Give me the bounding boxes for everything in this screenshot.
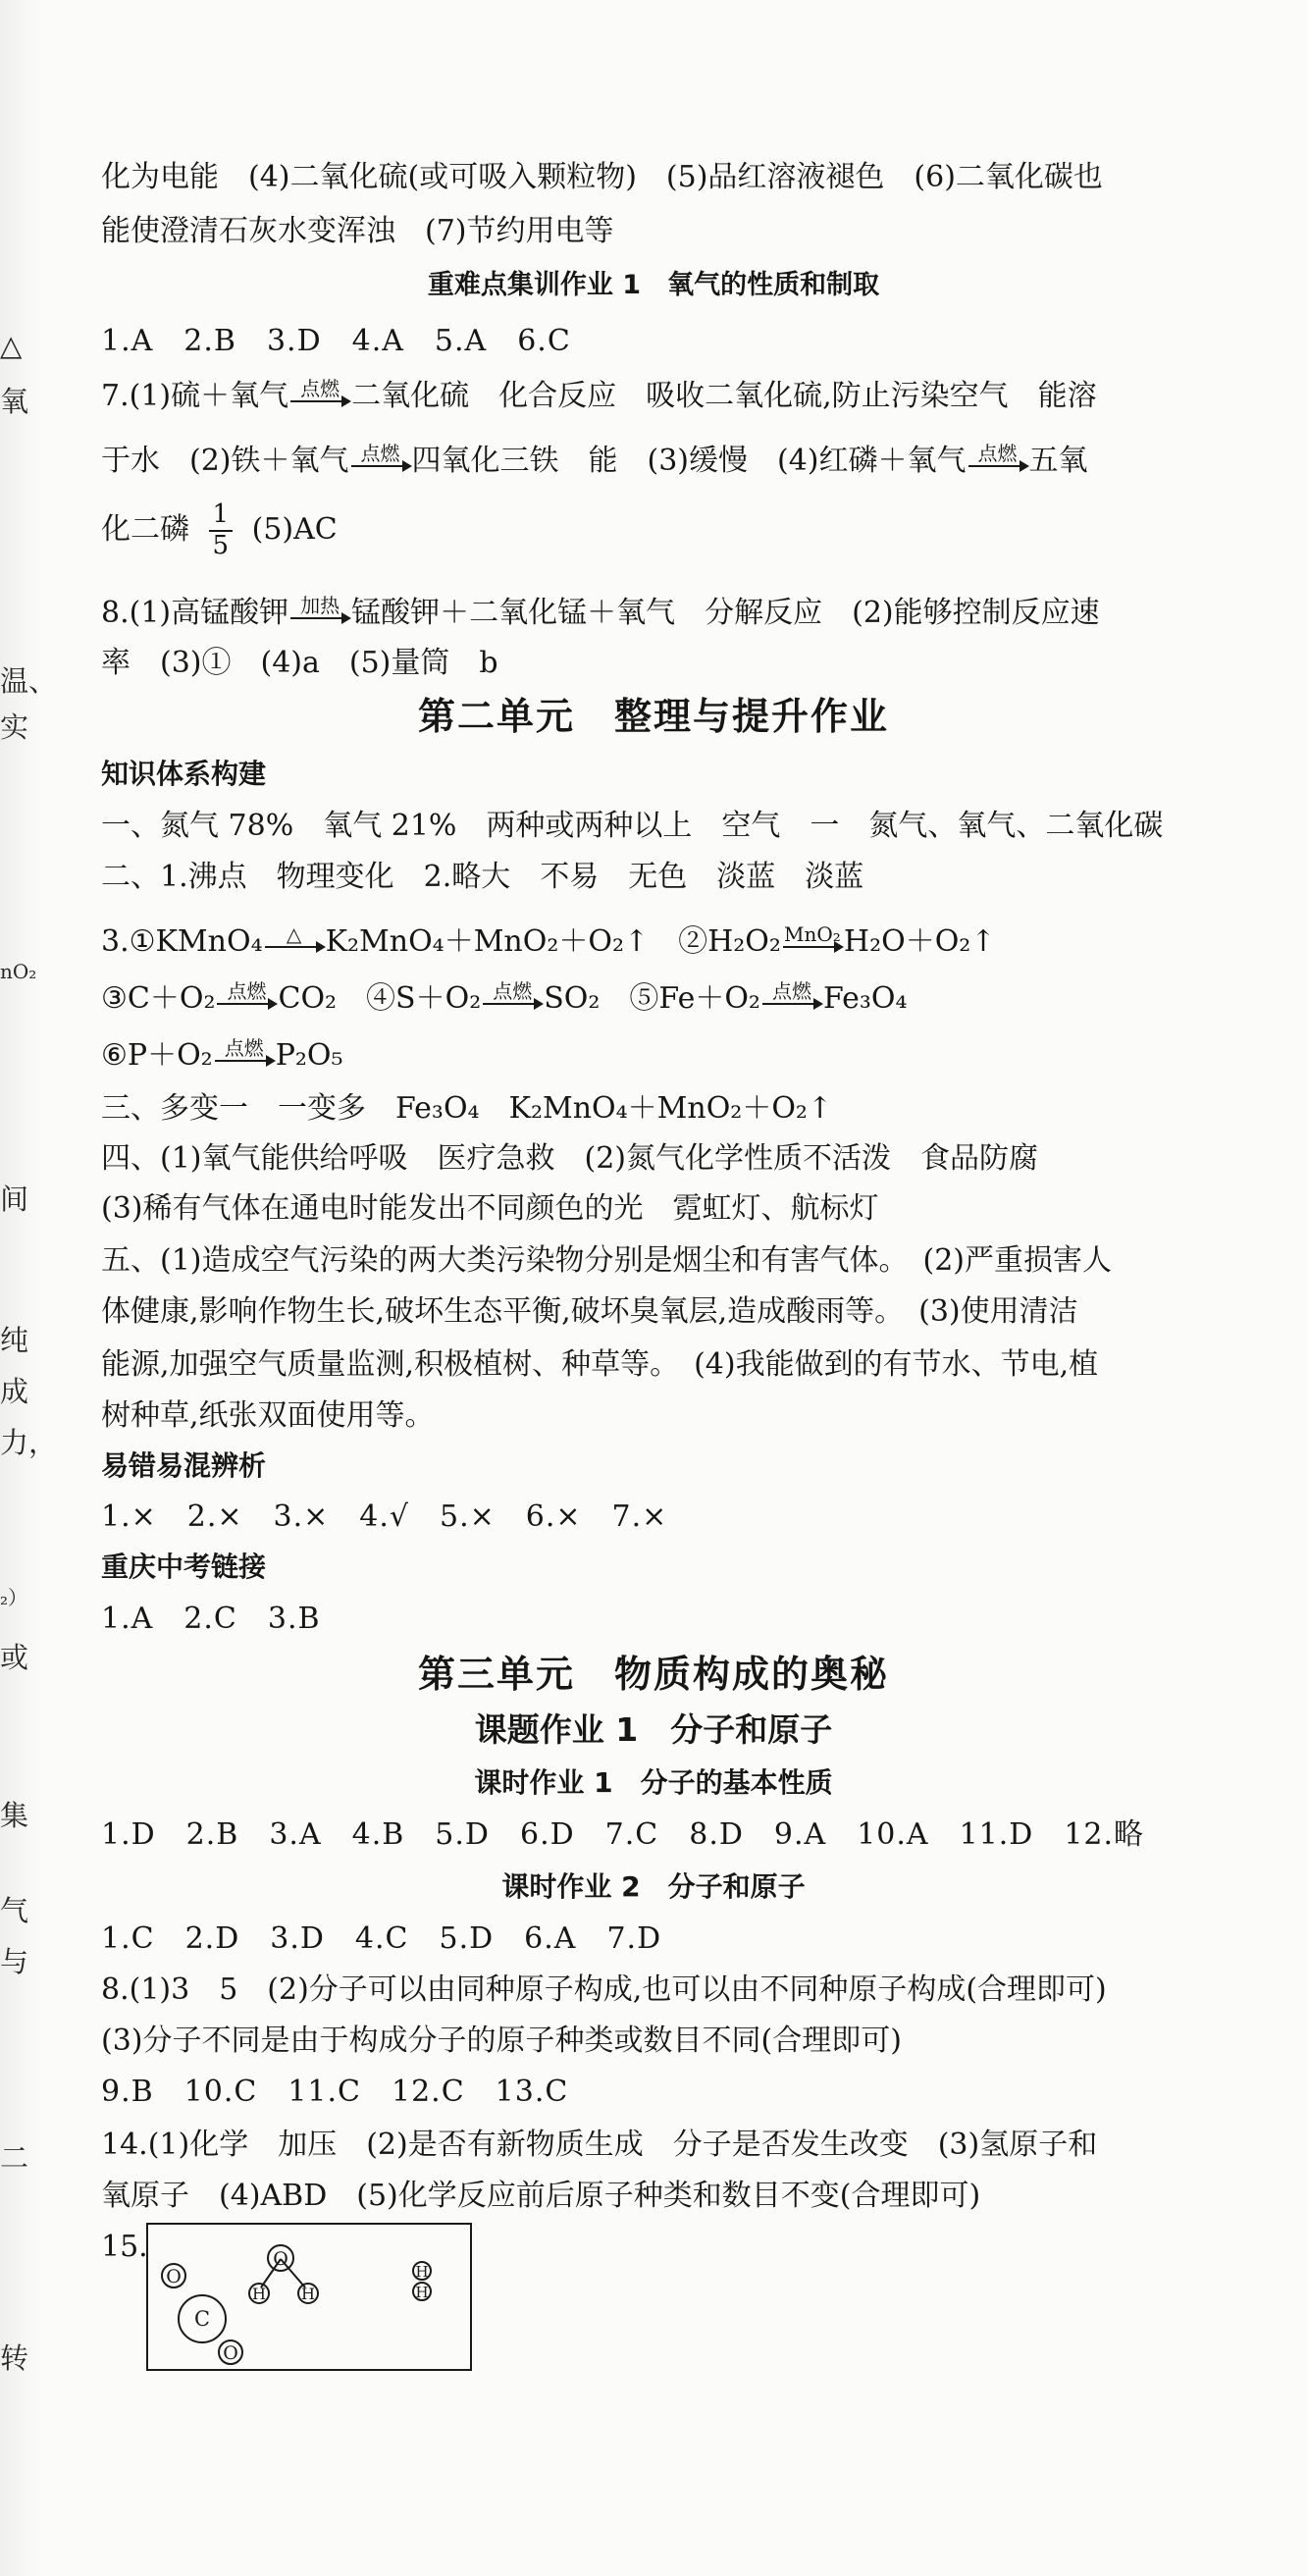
answer-line: 二、1.沸点 物理变化 2.略大 不易 无色 淡蓝 淡蓝 <box>101 860 864 894</box>
reaction-condition: MnO₂ <box>784 922 841 946</box>
equation-text: 二氧化硫 化合反应 吸收二氧化硫,防止污染空气 能溶 <box>351 379 1097 413</box>
reaction-condition: 点燃 <box>227 979 267 1003</box>
answer-line: (3)稀有气体在通电时能发出不同颜色的光 霓虹灯、航标灯 <box>101 1191 879 1226</box>
reaction-condition: △ <box>286 922 302 946</box>
reaction-condition: 点燃 <box>977 442 1018 465</box>
answer-line: 氧原子 (4)ABD (5)化学反应前后原子种类和数目不变(合理即可) <box>101 2179 981 2213</box>
atom-label: H <box>415 2284 429 2301</box>
margin-fragment: 纯 <box>0 1324 29 1357</box>
answer-line: 率 (3)① (4)a (5)量筒 b <box>101 646 498 680</box>
atom-label: O <box>273 2248 288 2270</box>
margin-fragment: ₂） <box>0 1586 28 1609</box>
reaction-arrow <box>967 442 1029 467</box>
molecule-diagram <box>146 2223 472 2371</box>
reaction-condition: 点燃 <box>300 377 340 400</box>
margin-fragment: 转 <box>0 2341 29 2375</box>
answer-line: 1.A 2.B 3.D 4.A 5.A 6.C <box>101 324 571 358</box>
atom-label: O <box>223 2342 238 2364</box>
answer-line-equations <box>101 979 1268 1017</box>
atom-label: O <box>166 2266 182 2287</box>
reaction-arrow <box>288 594 351 619</box>
atom-label: C <box>193 2307 211 2331</box>
subsection-heading: 知识体系构建 <box>101 758 267 790</box>
lesson-heading: 课时作业 2 分子和原子 <box>501 1870 806 1903</box>
answer-line: (3)分子不同是由于构成分子的原子种类或数目不同(合理即可) <box>101 2024 902 2058</box>
margin-fragment: △ <box>0 329 23 362</box>
answer-line: 8.(1)3 5 (2)分子可以由同种原子构成,也可以由不同种原子构成(合理即可) <box>101 1972 1107 2007</box>
margin-fragment: 成 <box>0 1375 29 1408</box>
margin-fragment: 与 <box>0 1945 29 1978</box>
subsection-heading: 易错易混辨析 <box>101 1449 267 1482</box>
reaction-arrow <box>288 377 351 402</box>
answer-line: 五、(1)造成空气污染的两大类污染物分别是烟尘和有害气体。 (2)严重损害人 <box>101 1243 1112 1278</box>
equation-text: 8.(1)高锰酸钾 <box>101 596 289 630</box>
equation-text: K₂MnO₄＋MnO₂＋O₂↑ ②H₂O₂ <box>325 924 781 959</box>
fraction-denominator: 5 <box>212 530 230 560</box>
subsection-heading: 重庆中考链接 <box>101 1551 267 1583</box>
margin-fragment: 实 <box>0 710 29 744</box>
margin-fragment: 力， <box>0 1426 58 1459</box>
margin-fragment: nO₂ <box>0 960 37 983</box>
equation-text: 7.(1)硫＋氧气 <box>101 379 289 413</box>
equation-text: SO₂ ⑤Fe＋O₂ <box>544 981 760 1016</box>
equation-text: ③C＋O₂ <box>101 981 216 1016</box>
unit-heading: 第三单元 物质构成的奥秘 <box>417 1653 889 1696</box>
fraction <box>209 500 234 561</box>
topic-heading: 课题作业 1 分子和原子 <box>474 1710 833 1749</box>
equation-text: Fe₃O₄ <box>822 981 908 1016</box>
answer-line-q7 <box>101 442 1268 479</box>
margin-fragment: 集 <box>0 1799 29 1832</box>
equation-text: CO₂ ④S＋O₂ <box>278 981 482 1016</box>
reaction-arrow <box>215 979 278 1005</box>
equation-text: (5)AC <box>251 511 338 547</box>
reaction-condition: 点燃 <box>224 1036 264 1060</box>
reaction-condition: 点燃 <box>771 979 811 1003</box>
equation-text: 锰酸钾＋二氧化锰＋氧气 分解反应 (2)能够控制反应速 <box>351 596 1100 630</box>
answer-line: 化为电能 (4)二氧化硫(或可吸入颗粒物) (5)品红溶液褪色 (6)二氧化碳也 <box>101 160 1103 194</box>
margin-fragment: 氧 <box>0 385 29 418</box>
unit-heading: 第二单元 整理与提升作业 <box>417 695 889 738</box>
equation-text: H₂O＋O₂↑ <box>843 924 996 959</box>
margin-fragment: 或 <box>0 1641 29 1674</box>
molecule-diagram-svg <box>148 2225 470 2369</box>
answer-line: 体健康,影响作物生长,破坏生态平衡,破坏臭氧层,造成酸雨等。 (3)使用清洁 <box>101 1294 1078 1329</box>
equation-text: ⑥P＋O₂ <box>101 1038 213 1073</box>
equation-text: 于水 (2)铁＋氧气 <box>101 444 349 478</box>
answer-line: 1.C 2.D 3.D 4.C 5.D 6.A 7.D <box>101 1921 662 1956</box>
atom-label: H <box>415 2263 429 2281</box>
reaction-condition: 加热 <box>300 594 340 617</box>
answer-line-q8 <box>101 594 1268 631</box>
atom-label: H <box>301 2285 315 2303</box>
answer-line: 能使澄清石灰水变浑浊 (7)节约用电等 <box>101 214 614 248</box>
atom-label: H <box>252 2285 266 2303</box>
reaction-condition: 点燃 <box>360 442 400 465</box>
equation-text: 化二磷 <box>101 511 189 547</box>
margin-fragment: 温、 <box>0 664 58 698</box>
reaction-arrow <box>263 922 326 948</box>
answer-line: 1.A 2.C 3.B <box>101 1602 321 1636</box>
answer-line: 四、(1)氧气能供给呼吸 医疗急救 (2)氮气化学性质不活泼 食品防腐 <box>101 1141 1038 1176</box>
answer-line: 1.D 2.B 3.A 4.B 5.D 6.D 7.C 8.D 9.A 10.A 11.D 12.略 <box>101 1817 1145 1852</box>
answer-line-q7 <box>101 500 1268 561</box>
answer-line-q7 <box>101 377 1268 414</box>
reaction-arrow <box>481 979 544 1005</box>
reaction-arrow <box>349 442 412 467</box>
reaction-arrow <box>213 1036 276 1062</box>
equation-text: 五氧 <box>1028 444 1088 478</box>
answer-line: 14.(1)化学 加压 (2)是否有新物质生成 分子是否发生改变 (3)氢原子和 <box>101 2128 1098 2162</box>
answer-line: 9.B 10.C 11.C 12.C 13.C <box>101 2075 569 2109</box>
fraction-numerator: 1 <box>209 500 234 532</box>
lesson-heading: 课时作业 1 分子的基本性质 <box>474 1766 833 1799</box>
answer-line: 树种草,纸张双面使用等。 <box>101 1398 435 1433</box>
reaction-condition: 点燃 <box>493 979 533 1003</box>
section-heading: 重难点集训作业 1 氧气的性质和制取 <box>427 270 880 300</box>
margin-fragment: 间 <box>0 1183 29 1216</box>
answer-line-equations <box>101 922 1268 960</box>
equation-text: 3.①KMnO₄ <box>101 924 263 959</box>
reaction-arrow <box>760 979 823 1005</box>
margin-fragment: 二 <box>0 2141 29 2175</box>
equation-text: P₂O₅ <box>275 1038 343 1073</box>
question-number: 15. <box>101 2230 148 2264</box>
answer-line: 一、氮气 78% 氧气 21% 两种或两种以上 空气 一 氮气、氧气、二氧化碳 <box>101 809 1164 843</box>
answer-line: 1.× 2.× 3.× 4.√ 5.× 6.× 7.× <box>101 1499 668 1534</box>
equation-text: 四氧化三铁 能 (3)缓慢 (4)红磷＋氧气 <box>411 444 967 478</box>
answer-line: 能源,加强空气质量监测,积极植树、种草等。 (4)我能做到的有节水、节电,植 <box>101 1347 1099 1382</box>
answer-line: 三、多变一 一变多 Fe₃O₄ K₂MnO₄＋MnO₂＋O₂↑ <box>101 1091 833 1126</box>
answer-line-equations <box>101 1036 1268 1074</box>
margin-fragment: 气 <box>0 1894 29 1927</box>
reaction-arrow <box>781 922 844 948</box>
